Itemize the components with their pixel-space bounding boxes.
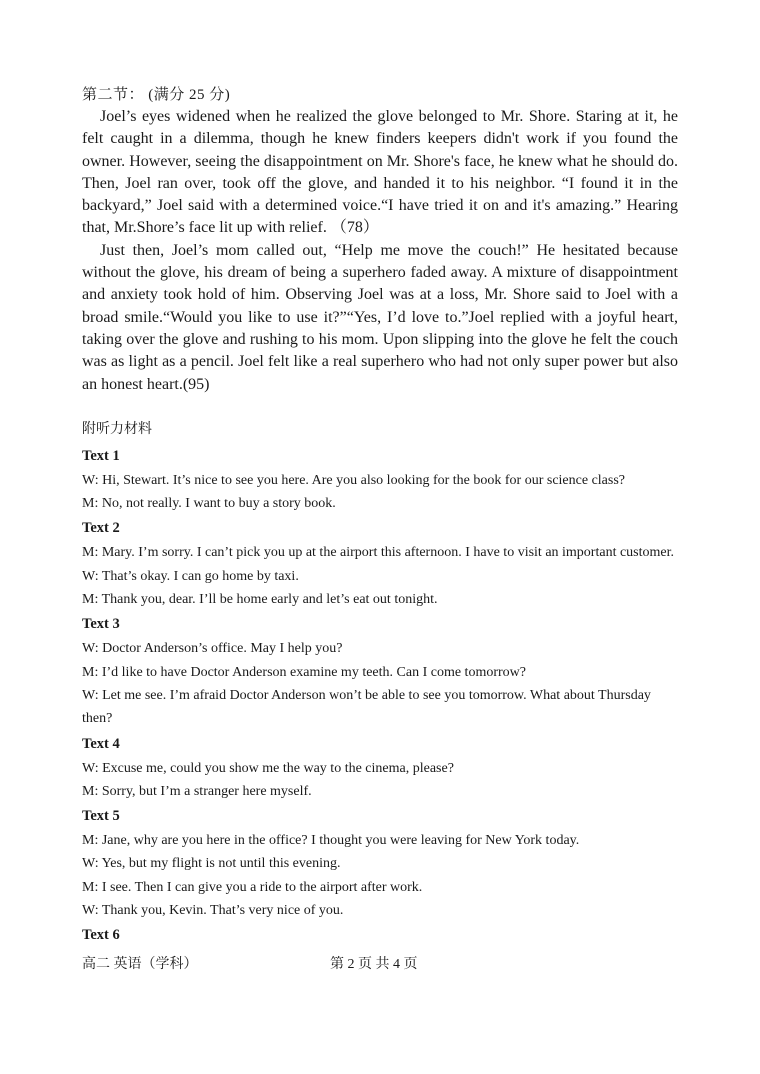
listening-text-1 bbox=[82, 446, 678, 516]
dialogue-line: W: That’s okay. I can go home by taxi. bbox=[82, 568, 299, 584]
dialogue-line: M: I see. Then I can give you a ride to the airport after work. bbox=[82, 879, 423, 895]
dialogue-line: W: Doctor Anderson’s office. May I help you? bbox=[82, 641, 343, 657]
dialogue-line: M: I’d like to have Doctor Anderson examine my teeth. Can I come tomorrow? bbox=[82, 664, 526, 680]
document-page bbox=[82, 84, 678, 948]
listening-text-4 bbox=[82, 734, 678, 804]
listening-text-6 bbox=[82, 925, 678, 945]
footer-page-number: 第 2 页 共 4 页 bbox=[330, 957, 418, 972]
dialogue-line: W: Thank you, Kevin. That’s very nice of you. bbox=[82, 903, 344, 919]
listening-text-2 bbox=[82, 518, 678, 611]
footer-subject: 高二 英语（学科） bbox=[82, 957, 198, 972]
section-title: 第二节： (满分 25 分) bbox=[82, 87, 231, 103]
dialogue-line: W: Hi, Stewart. It’s nice to see you here. Are you also looking for the book for our science class? bbox=[82, 472, 625, 488]
text-heading: Text 2 bbox=[82, 520, 120, 537]
dialogue-line: W: Excuse me, could you show me the way to the cinema, please? bbox=[82, 760, 454, 776]
listening-text-3 bbox=[82, 614, 678, 730]
dialogue-line: M: No, not really. I want to buy a story book. bbox=[82, 496, 336, 512]
listening-text-5 bbox=[82, 806, 678, 922]
dialogue-line: M: Thank you, dear. I’ll be home early and let’s eat out tonight. bbox=[82, 592, 438, 608]
appendix-title: 附听力材料 bbox=[82, 421, 152, 437]
text-heading: Text 1 bbox=[82, 447, 120, 464]
dialogue-line: W: Let me see. I’m afraid Doctor Anderson won’t be able to see you tomorrow. What about Thursday then? bbox=[82, 687, 651, 727]
essay bbox=[82, 106, 678, 396]
essay-paragraph-2: Just then, Joel’s mom called out, “Help me move the couch!” He hesitated because without the glove, his dream of being a superhero faded away. A mixture of disappointment and anxiety took hold of him. Observing Joel was at a loss, Mr. Shore said to Joel with a broad smile.“Would you like to use it?”“Yes, I’d love to.”Joel replied with a joyful heart, taking over the glove and rushing to his mom. Upon slipping into the glove he felt the couch was as light as a pencil. Joel felt like a real superhero who had not only super power but also an honest heart.(95) bbox=[82, 241, 678, 393]
dialogue-line: M: Mary. I’m sorry. I can’t pick you up at the airport this afternoon. I have to visit an important customer. bbox=[82, 545, 675, 561]
dialogue-line: M: Jane, why are you here in the office? I thought you were leaving for New York today. bbox=[82, 833, 580, 849]
text-heading: Text 6 bbox=[82, 927, 120, 944]
text-heading: Text 5 bbox=[82, 808, 120, 825]
essay-paragraph-1: Joel’s eyes widened when he realized the glove belonged to Mr. Shore. Staring at it, he felt caught in a dilemma, though he knew finders keepers didn't work if you found the owner. However, seeing the disappointment on Mr. Shore's face, he knew what he should do. Then, Joel ran over, took off the glove, and handed it to his neighbor. “I found it in the backyard,” Joel said with a determined voice.“I have tried it on and it's amazing.” Hearing that, Mr.Shore’s face lit up with relief. （78） bbox=[82, 108, 678, 237]
text-heading: Text 4 bbox=[82, 735, 120, 752]
text-heading: Text 3 bbox=[82, 616, 120, 633]
dialogue-line: W: Yes, but my flight is not until this evening. bbox=[82, 856, 341, 872]
dialogue-line: M: Sorry, but I’m a stranger here myself. bbox=[82, 783, 312, 799]
